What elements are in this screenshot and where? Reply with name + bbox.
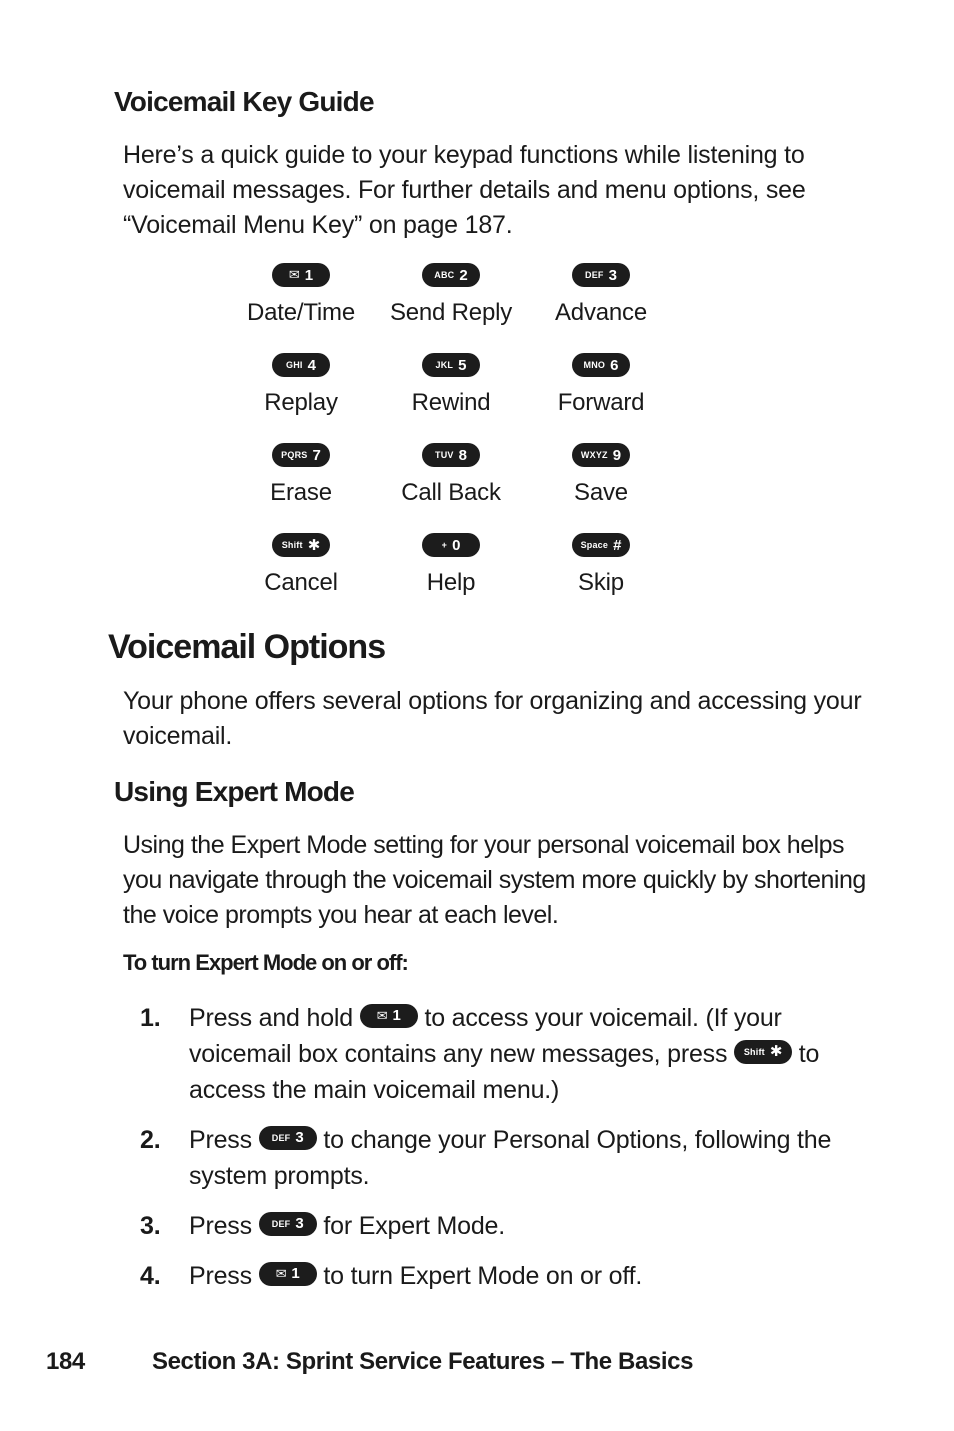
key-digit: 0 — [452, 536, 461, 554]
step-number: 4. — [140, 1262, 161, 1290]
key-letters: GHI — [286, 360, 303, 370]
key-guide-item — [226, 446, 376, 536]
step-item — [140, 1258, 880, 1294]
step-text-segment: Press — [189, 1262, 259, 1290]
options-intro: Your phone offers several options for organizing and accessing your voicemail. — [123, 687, 862, 750]
key-digit: 6 — [610, 356, 619, 374]
key-function-label: Forward — [557, 389, 645, 416]
key-function-label: Help — [426, 569, 476, 596]
key-0-icon — [422, 533, 480, 557]
key-letters: Shift — [743, 1047, 765, 1058]
step-text — [189, 1000, 880, 1108]
inline-key-icon — [259, 1126, 317, 1150]
step-text — [189, 1258, 880, 1294]
key-guide-item — [376, 446, 526, 536]
key-digit: 8 — [458, 446, 467, 464]
step-text-segment: to access the main voicemail menu.) — [189, 1040, 820, 1104]
expert-mode-heading: Using Expert Mode — [114, 776, 354, 807]
step-text-segment: Press — [189, 1126, 259, 1154]
key-7-icon — [272, 443, 330, 467]
key-letters: Space — [580, 540, 609, 550]
key-digit: 5 — [458, 356, 467, 374]
step-item — [140, 1000, 880, 1108]
key-letters: ABC — [434, 270, 455, 280]
key-letters: + — [441, 540, 448, 550]
key-guide-item — [226, 536, 376, 626]
key-function-label: Send Reply — [389, 299, 513, 326]
key-letters: ✉ — [288, 267, 300, 282]
procedure-title: To turn Expert Mode on or off: — [123, 950, 408, 975]
key-2-icon — [422, 263, 480, 287]
inline-key-icon — [360, 1004, 418, 1028]
step-text — [189, 1122, 880, 1194]
page-footer — [46, 1348, 693, 1376]
steps-list — [140, 1000, 880, 1294]
key-function-label: Call Back — [401, 479, 501, 506]
section-title: Section 3A: Sprint Service Features – The Basics — [152, 1348, 694, 1375]
key-function-label: Rewind — [411, 389, 491, 416]
key-digit: ✱ — [307, 537, 321, 554]
step-text-segment: for Expert Mode. — [316, 1212, 506, 1240]
key-digit: 3 — [295, 1129, 304, 1147]
expert-mode-intro: Using the Expert Mode setting for your personal voicemail box helps you navigate through the voicemail system more quickly by shortening the voice prompts you hear at each level. — [123, 831, 866, 929]
key-pound-icon — [572, 533, 630, 557]
key-digit: 4 — [307, 356, 316, 374]
key-function-label: Erase — [270, 479, 332, 506]
key-6-icon — [572, 353, 630, 377]
key-digit: 7 — [312, 446, 321, 464]
key-8-icon — [422, 443, 480, 467]
key-digit: # — [613, 536, 622, 554]
step-number: 2. — [140, 1126, 161, 1154]
key-function-label: Date/Time — [246, 299, 355, 326]
key-digit: 1 — [291, 1265, 300, 1283]
key-function-label: Cancel — [264, 569, 338, 596]
step-number: 3. — [140, 1212, 161, 1240]
step-number: 1. — [140, 1004, 161, 1032]
key-digit: 2 — [459, 266, 468, 284]
step-text-segment: to access your voicemail. (If your voicemail box contains any new messages, press — [189, 1004, 782, 1068]
key-digit: 3 — [295, 1215, 304, 1233]
key-guide-item — [526, 356, 676, 446]
options-heading: Voicemail Options — [108, 628, 386, 666]
inline-key-icon — [259, 1212, 317, 1236]
key-digit: 1 — [392, 1007, 401, 1025]
key-3-icon — [572, 263, 630, 287]
key-guide-item — [226, 356, 376, 446]
step-text-segment: to turn Expert Mode on or off. — [316, 1262, 643, 1290]
key-letters: TUV — [435, 450, 454, 460]
key-letters: ✉ — [376, 1008, 388, 1024]
step-text-segment: Press and hold — [189, 1004, 360, 1032]
key-letters: MNO — [583, 360, 606, 370]
envelope-icon — [272, 263, 330, 287]
key-guide-item — [526, 536, 676, 626]
key-letters: WXYZ — [580, 450, 608, 460]
key-letters: DEF — [585, 270, 604, 280]
step-item — [140, 1208, 880, 1244]
key-guide-item — [376, 266, 526, 356]
key-guide-intro: Here’s a quick guide to your keypad functions while listening to voicemail messages. For further details and menu options, see “Voicemail Menu Key” on page 187. — [123, 141, 806, 239]
page-number: 184 — [46, 1348, 85, 1375]
key-letters: DEF — [271, 1133, 291, 1144]
key-letters: JKL — [435, 360, 454, 370]
step-text-segment: to change your Personal Options, following the system prompts. — [189, 1126, 832, 1190]
key-4-icon — [272, 353, 330, 377]
key-letters: Shift — [281, 540, 303, 550]
key-letters: DEF — [271, 1219, 291, 1230]
key-9-icon — [572, 443, 630, 467]
key-guide-item — [376, 356, 526, 446]
key-function-label: Replay — [264, 389, 338, 416]
key-guide-item — [226, 266, 376, 356]
inline-key-icon — [259, 1262, 317, 1286]
key-digit: 9 — [612, 446, 622, 464]
key-function-label: Skip — [578, 569, 624, 596]
key-guide-item — [526, 446, 676, 536]
key-5-icon — [422, 353, 480, 377]
key-function-label: Advance — [555, 299, 647, 326]
step-text-segment: Press — [189, 1212, 259, 1240]
key-digit: 1 — [304, 266, 314, 284]
key-guide-item — [526, 266, 676, 356]
step-text — [189, 1208, 880, 1244]
step-item — [140, 1122, 880, 1194]
key-letters: ✉ — [275, 1266, 287, 1282]
key-guide-item — [376, 536, 526, 626]
key-function-label: Save — [574, 479, 628, 506]
key-letters: PQRS — [281, 450, 308, 460]
key-digit: ✱ — [769, 1043, 783, 1061]
key-star-icon — [272, 533, 330, 557]
key-guide-heading: Voicemail Key Guide — [114, 86, 374, 117]
inline-key-icon — [734, 1040, 792, 1064]
key-digit: 3 — [608, 266, 617, 284]
key-guide-grid — [226, 266, 676, 626]
